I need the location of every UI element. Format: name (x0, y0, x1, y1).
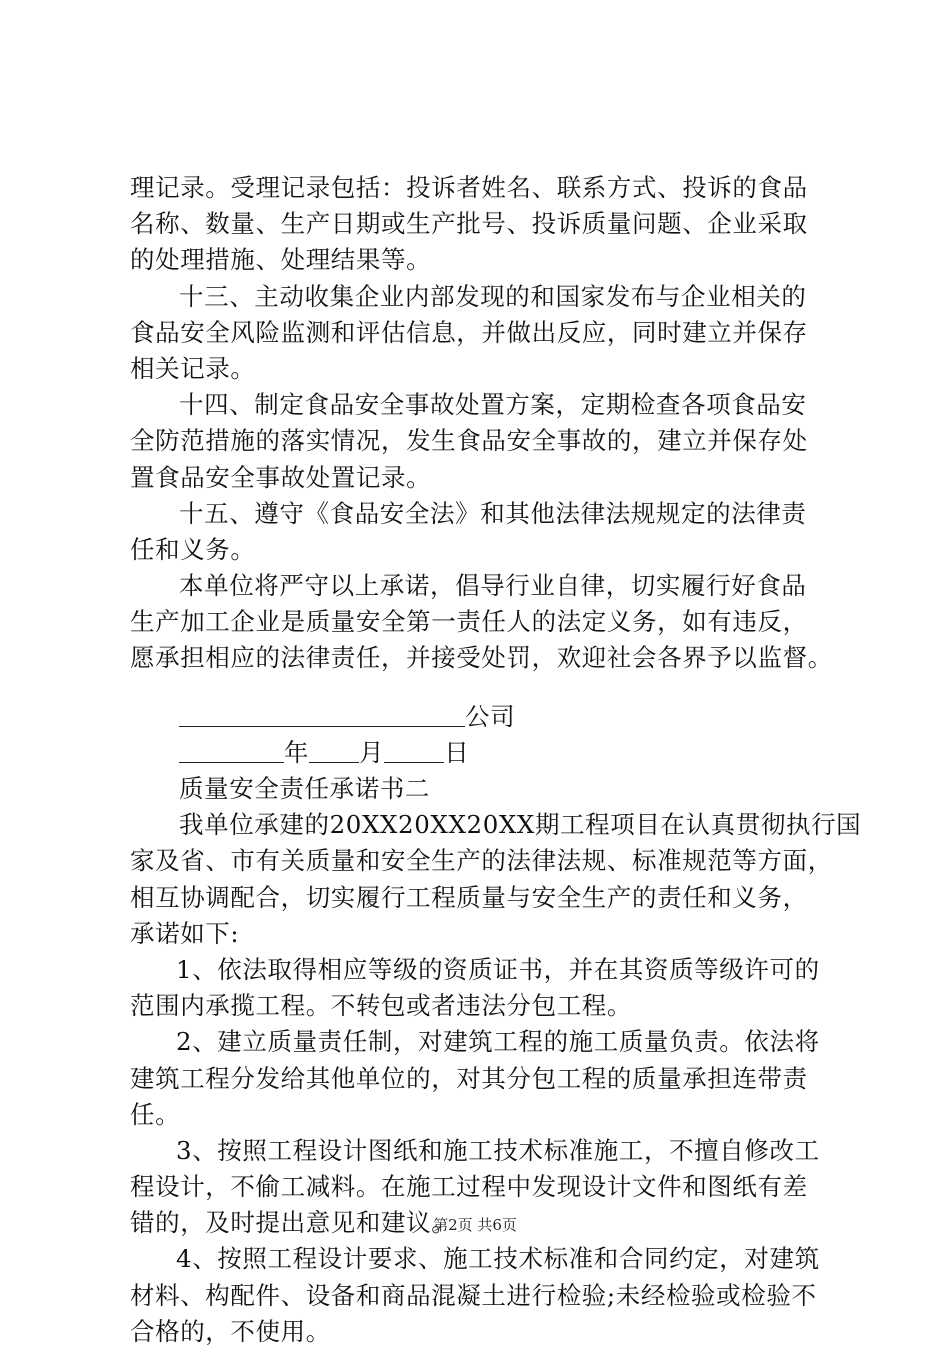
spacer (130, 677, 830, 699)
text-line: 承诺如下: (130, 918, 240, 948)
text-line: 生产加工企业是质量安全第一责任人的法定义务，如有违反， (130, 607, 808, 637)
text-line: 置食品安全事故处置记录。 (130, 462, 432, 492)
text-line: 理记录。受理记录包括：投诉者姓名、联系方式、投诉的食品 (130, 173, 808, 202)
text-line: 相关记录。 (130, 353, 256, 383)
year-blank (179, 736, 284, 763)
closing-paragraph-start: 本单位将严守以上承诺，倡导行业自律，切实履行好食品 (179, 571, 807, 601)
year-label: 年 (284, 737, 310, 767)
text-line: 食品安全风险监测和评估信息，并做出反应，同时建立并保存 (130, 317, 808, 347)
section-title: 质量安全责任承诺书二 (179, 774, 430, 803)
text-line: 相互协调配合，切实履行工程质量与安全生产的责任和义务， (130, 882, 808, 912)
month-blank (309, 736, 359, 763)
page-footer: 第2页 共6页 (433, 1216, 517, 1234)
day-label: 日 (444, 737, 470, 767)
text-line: 范围内承揽工程。不转包或者违法分包工程。 (130, 991, 632, 1021)
signature-date-line (130, 735, 830, 771)
document-body (130, 170, 862, 1350)
item-3-start: 3、按照工程设计图纸和施工技术标准施工，不擅自修改工 (176, 1135, 820, 1165)
text-line: 建筑工程分发给其他单位的，对其分包工程的质量承担连带责 (130, 1063, 808, 1093)
text-line: 愿承担相应的法律责任，并接受处罚，欢迎社会各界予以监督。 (130, 643, 833, 673)
text-line: 名称、数量、生产日期或生产批号、投诉质量问题、企业采取 (130, 209, 808, 239)
signature-company-line (130, 699, 830, 735)
text-line: 任和义务。 (130, 534, 256, 564)
text-line: 全防范措施的落实情况，发生食品安全事故的，建立并保存处 (130, 426, 808, 456)
text-line: 材料、构配件、设备和商品混凝土进行检验;未经检验或检验不 (130, 1280, 817, 1310)
paragraph-14-start: 十四、制定食品安全事故处置方案，定期检查各项食品安 (179, 390, 807, 420)
text-line: 合格的，不使用。 (130, 1316, 331, 1346)
text-line: 任。 (130, 1099, 181, 1129)
text-line: 家及省、市有关质量和安全生产的法律法规、标准规范等方面， (130, 846, 833, 876)
month-label: 月 (359, 737, 385, 767)
text-line: 的处理措施、处理结果等。 (130, 245, 432, 275)
section2-intro-start: 我单位承建的20XX20XX20XX期工程项目在认真贯彻执行国 (179, 810, 862, 840)
company-blank (179, 700, 465, 727)
item-4-start: 4、按照工程设计要求、施工技术标准和合同约定，对建筑 (176, 1244, 820, 1274)
text-line: 错的，及时提出意见和建议。 (130, 1208, 457, 1238)
paragraph-13-start: 十三、主动收集企业内部发现的和国家发布与企业相关的 (179, 281, 807, 311)
text-line: 程设计，不偷工减料。在施工过程中发现设计文件和图纸有差 (130, 1172, 808, 1202)
day-blank (384, 736, 444, 763)
item-2-start: 2、建立质量责任制，对建筑工程的施工质量负责。依法将 (176, 1027, 820, 1057)
item-1-start: 1、依法取得相应等级的资质证书，并在其资质等级许可的 (176, 954, 820, 984)
company-suffix: 公司 (465, 701, 516, 731)
paragraph-15-start: 十五、遵守《食品安全法》和其他法律法规规定的法律责 (179, 498, 807, 528)
